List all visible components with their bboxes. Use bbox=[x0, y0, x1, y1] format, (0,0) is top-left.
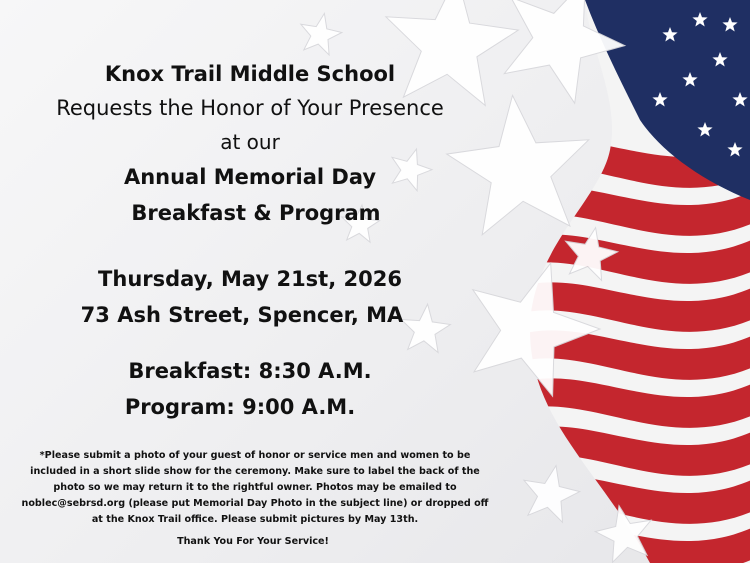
invitation-request: Requests the Honor of Your Presence bbox=[56, 96, 444, 120]
event-date: Thursday, May 21st, 2026 bbox=[98, 267, 402, 291]
school-name: Knox Trail Middle School bbox=[104, 62, 396, 86]
thank-you-line: Thank You For Your Service! bbox=[177, 536, 329, 547]
event-title-line2: Breakfast & Program bbox=[131, 201, 381, 225]
paper-star bbox=[386, 0, 519, 105]
paper-star bbox=[524, 466, 580, 523]
at-our-text: at our bbox=[220, 130, 280, 154]
breakfast-time: Breakfast: 8:30 A.M. bbox=[128, 359, 372, 383]
event-title-line1: Annual Memorial Day bbox=[123, 165, 377, 189]
event-address: 73 Ash Street, Spencer, MA bbox=[80, 303, 404, 327]
program-time: Program: 9:00 A.M. bbox=[124, 395, 356, 419]
paper-star bbox=[301, 13, 342, 55]
photo-submission-note: *Please submit a photo of your guest of honor or service men and women to be included in a short slide show for the ceremony. Make sure to label the back of the photo so we may return it to the rightful owner. Photos may be emailed to noblec@sebrsd.org (please put Memorial Day Photo in the subject line) or dropped off at the Knox Trail office. Please submit pictures by May 13th. bbox=[21, 450, 489, 525]
